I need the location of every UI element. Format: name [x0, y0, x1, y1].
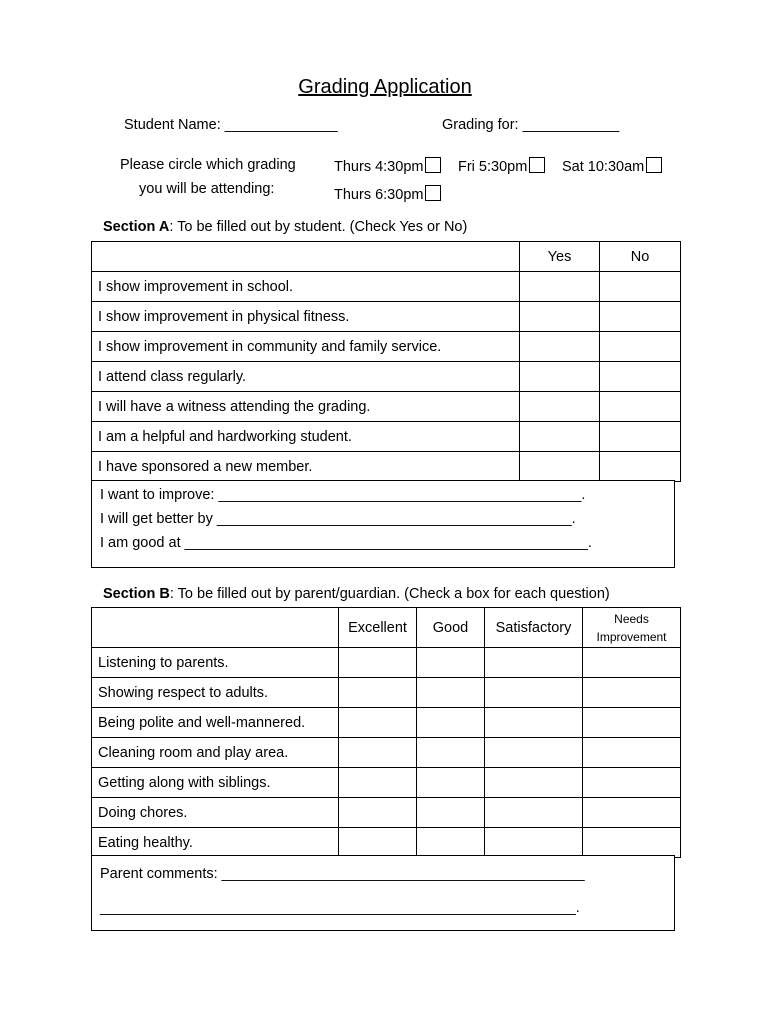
rating-cell[interactable]: [339, 648, 417, 678]
table-row: [92, 768, 681, 798]
no-cell[interactable]: [600, 362, 681, 392]
no-cell[interactable]: [600, 332, 681, 362]
rating-cell[interactable]: [485, 768, 583, 798]
section-b-heading: [103, 586, 610, 602]
statement: I have sponsored a new member.: [92, 452, 520, 482]
behavior: Eating healthy.: [92, 828, 339, 858]
needs-label: Needs: [614, 611, 649, 626]
column-header-satisfactory: Satisfactory: [485, 608, 583, 648]
table-row: [92, 332, 681, 362]
section-a-label: Section A: [103, 219, 170, 235]
behavior: Doing chores.: [92, 798, 339, 828]
table-header-row: [92, 608, 681, 648]
table-row: [92, 422, 681, 452]
behavior: Getting along with siblings.: [92, 768, 339, 798]
behavior: Showing respect to adults.: [92, 678, 339, 708]
rating-cell[interactable]: [485, 708, 583, 738]
checkbox[interactable]: [425, 185, 441, 201]
column-header-yes: Yes: [520, 242, 600, 272]
rating-cell[interactable]: [417, 738, 485, 768]
statement: I show improvement in physical fitness.: [92, 302, 520, 332]
column-header-needs-improvement: [583, 608, 681, 648]
rating-cell[interactable]: [339, 678, 417, 708]
section-b-table: [91, 607, 681, 858]
section-a-instructions: : To be filled out by student. (Check Yes or No): [169, 219, 468, 235]
table-header-row: [92, 242, 681, 272]
option-label: Fri 5:30pm: [458, 159, 528, 175]
option-sat-1030[interactable]: [562, 157, 662, 175]
circle-prompt-line2: you will be attending:: [139, 181, 275, 197]
rating-cell[interactable]: [485, 828, 583, 858]
table-row: [92, 828, 681, 858]
header-blank: [92, 608, 339, 648]
section-b-instructions: : To be filled out by parent/guardian. (Check a box for each question): [169, 586, 610, 602]
table-row: [92, 648, 681, 678]
rating-cell[interactable]: [485, 738, 583, 768]
rating-cell[interactable]: [583, 798, 681, 828]
table-row: [92, 392, 681, 422]
rating-cell[interactable]: [339, 738, 417, 768]
rating-cell[interactable]: [417, 798, 485, 828]
section-a-heading: [103, 219, 467, 235]
no-cell[interactable]: [600, 452, 681, 482]
no-cell[interactable]: [600, 272, 681, 302]
parent-comments-line2[interactable]: ___________________________________________________________.: [100, 900, 580, 916]
statement: I will have a witness attending the grading.: [92, 392, 520, 422]
rating-cell[interactable]: [339, 798, 417, 828]
behavior: Listening to parents.: [92, 648, 339, 678]
column-header-no: No: [600, 242, 681, 272]
good-at-line[interactable]: I am good at __________________________________________________.: [100, 535, 592, 551]
rating-cell[interactable]: [583, 708, 681, 738]
table-row: [92, 302, 681, 332]
rating-cell[interactable]: [583, 828, 681, 858]
yes-cell[interactable]: [520, 362, 600, 392]
table-row: [92, 452, 681, 482]
table-row: [92, 708, 681, 738]
option-label: Sat 10:30am: [562, 159, 645, 175]
rating-cell[interactable]: [339, 708, 417, 738]
statement: I am a helpful and hardworking student.: [92, 422, 520, 452]
checkbox[interactable]: [529, 157, 545, 173]
no-cell[interactable]: [600, 302, 681, 332]
rating-cell[interactable]: [339, 828, 417, 858]
header-blank: [92, 242, 520, 272]
circle-prompt-line1: Please circle which grading: [120, 157, 296, 173]
want-to-improve-line[interactable]: I want to improve: _____________________________________________.: [100, 487, 586, 503]
table-row: [92, 798, 681, 828]
statement: I show improvement in community and family service.: [92, 332, 520, 362]
rating-cell[interactable]: [339, 768, 417, 798]
yes-cell[interactable]: [520, 392, 600, 422]
table-row: [92, 738, 681, 768]
column-header-excellent: Excellent: [339, 608, 417, 648]
grading-for-field[interactable]: Grading for: ____________: [442, 117, 620, 133]
rating-cell[interactable]: [583, 738, 681, 768]
rating-cell[interactable]: [485, 798, 583, 828]
column-header-good: Good: [417, 608, 485, 648]
rating-cell[interactable]: [485, 678, 583, 708]
parent-comments-line1[interactable]: Parent comments: _____________________________________________: [100, 866, 585, 882]
table-row: [92, 678, 681, 708]
section-b-label: Section B: [103, 586, 170, 602]
checkbox[interactable]: [425, 157, 441, 173]
rating-cell[interactable]: [417, 828, 485, 858]
yes-cell[interactable]: [520, 302, 600, 332]
rating-cell[interactable]: [417, 648, 485, 678]
no-cell[interactable]: [600, 422, 681, 452]
rating-cell[interactable]: [417, 768, 485, 798]
option-thurs-430[interactable]: [334, 157, 441, 175]
improvement-label: Improvement: [596, 629, 667, 644]
rating-cell[interactable]: [583, 768, 681, 798]
behavior: Cleaning room and play area.: [92, 738, 339, 768]
checkbox[interactable]: [646, 157, 662, 173]
yes-cell[interactable]: [520, 452, 600, 482]
behavior: Being polite and well-mannered.: [92, 708, 339, 738]
yes-cell[interactable]: [520, 272, 600, 302]
section-a-table: [91, 241, 681, 482]
student-name-field[interactable]: Student Name: ______________: [124, 117, 338, 133]
option-label: Thurs 4:30pm: [334, 159, 424, 175]
option-thurs-630[interactable]: [334, 185, 441, 203]
rating-cell[interactable]: [417, 708, 485, 738]
option-label: Thurs 6:30pm: [334, 187, 424, 203]
statement: I show improvement in school.: [92, 272, 520, 302]
option-fri-530[interactable]: [458, 157, 545, 175]
table-row: [92, 272, 681, 302]
table-row: [92, 362, 681, 392]
page-title: Grading Application: [298, 76, 472, 98]
yes-cell[interactable]: [520, 422, 600, 452]
rating-cell[interactable]: [583, 678, 681, 708]
no-cell[interactable]: [600, 392, 681, 422]
statement: I attend class regularly.: [92, 362, 520, 392]
rating-cell[interactable]: [485, 648, 583, 678]
rating-cell[interactable]: [417, 678, 485, 708]
yes-cell[interactable]: [520, 332, 600, 362]
get-better-line[interactable]: I will get better by ____________________________________________.: [100, 511, 576, 527]
rating-cell[interactable]: [583, 648, 681, 678]
